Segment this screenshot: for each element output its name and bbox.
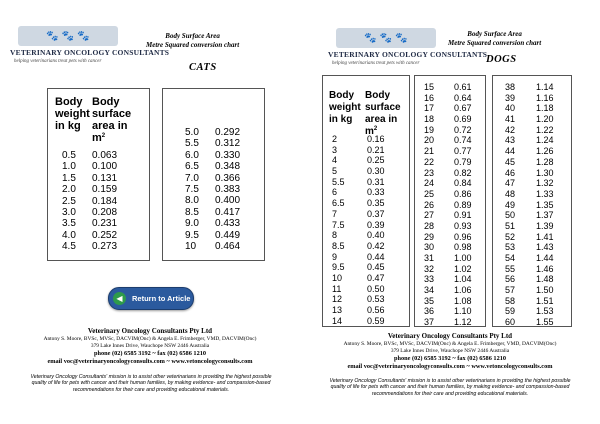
weight-cell: 52 — [505, 231, 516, 242]
area-cell: 0.31 — [367, 176, 385, 187]
area-column — [215, 127, 240, 252]
footer-people: Antony S. Moore, BVSc, MVSc, DACVIM(Onc) & Angela E. Frimberger, VMD, DACVIM(Onc) — [343, 341, 557, 347]
weight-cell: 2 — [332, 134, 338, 144]
weight-cell: 30 — [424, 242, 435, 253]
weight-cell: 20 — [424, 135, 435, 146]
weight-cell: 9.5 — [185, 229, 199, 241]
dogs-table-1 — [322, 75, 410, 327]
area-cell: 1.51 — [536, 295, 554, 306]
weight-cell: 5.0 — [185, 127, 199, 138]
species-title: CATS — [189, 62, 217, 73]
area-cell: 0.231 — [92, 218, 118, 230]
dogs-table-3 — [492, 75, 572, 327]
brand-name: VETERINARY ONCOLOGY CONSULTANTS — [10, 48, 170, 57]
species-title: DOGS — [486, 54, 517, 65]
area-cell: 0.93 — [454, 220, 472, 231]
weight-cell: 10 — [332, 272, 343, 283]
weight-cell: 27 — [424, 210, 435, 221]
weight-cell: 4.0 — [62, 229, 76, 241]
area-cell: 0.063 — [92, 150, 118, 161]
weight-column-header: Body weight in kg — [329, 90, 361, 125]
area-cell: 1.12 — [454, 317, 472, 328]
area-cell: 0.25 — [367, 155, 385, 166]
footer-address: 379 Lake Innes Drive, Wauchope NSW 2446 Australia — [390, 348, 510, 354]
footer-contact — [300, 332, 600, 371]
weight-cell: 56 — [505, 274, 516, 285]
weight-cell: 4.5 — [62, 241, 76, 253]
weight-cell: 33 — [424, 274, 435, 285]
area-cell: 1.43 — [536, 242, 554, 253]
area-cell: 0.312 — [215, 138, 241, 150]
weight-cell: 34 — [424, 285, 435, 296]
area-cell: 0.348 — [215, 161, 241, 173]
weight-cell: 15 — [424, 82, 435, 92]
area-column-header: Body surface area in $m^2$ — [365, 90, 401, 137]
area-cell: 0.30 — [367, 166, 385, 177]
area-cell: 0.131 — [92, 172, 118, 184]
area-cell: 0.252 — [92, 229, 118, 241]
area-column — [454, 82, 472, 328]
weight-cell: 40 — [505, 103, 516, 114]
area-cell: 0.39 — [367, 219, 385, 230]
area-cell: 0.184 — [92, 195, 118, 207]
weight-cell: 12 — [332, 294, 343, 305]
weight-cell: 46 — [505, 167, 516, 178]
weight-cell: 6 — [332, 187, 338, 198]
area-cell: 0.86 — [454, 188, 472, 199]
button-label: Return to Article — [132, 294, 191, 303]
area-cell: 0.464 — [215, 240, 241, 252]
brand-logo — [328, 28, 488, 72]
area-cell: 0.53 — [367, 294, 385, 305]
weight-cell: 37 — [424, 317, 435, 328]
weight-column — [424, 82, 434, 328]
area-cell: 0.33 — [367, 187, 385, 198]
weight-cell: 0.5 — [62, 150, 76, 161]
area-cell: 1.53 — [536, 306, 554, 317]
weight-cell: 10 — [185, 240, 197, 252]
weight-cell: 11 — [332, 283, 342, 294]
area-column — [536, 82, 554, 328]
area-cell: 1.41 — [536, 231, 554, 242]
area-cell: 0.72 — [454, 124, 472, 135]
weight-cell: 54 — [505, 253, 516, 263]
weight-cell: 26 — [424, 199, 435, 210]
weight-cell: 32 — [424, 263, 435, 274]
area-cell: 0.84 — [454, 178, 472, 189]
weight-cell: 7 — [332, 208, 338, 219]
weight-cell: 25 — [424, 188, 435, 199]
area-cell: 0.79 — [454, 156, 472, 167]
weight-cell: 59 — [505, 306, 516, 317]
weight-cell: 7.5 — [332, 219, 345, 230]
weight-cell: 18 — [424, 114, 435, 125]
weight-cell: 17 — [424, 103, 435, 114]
weight-cell: 6.0 — [185, 149, 199, 161]
area-cell: 0.44 — [367, 251, 385, 262]
weight-cell: 8.0 — [185, 195, 199, 207]
area-cell: 1.48 — [536, 274, 554, 285]
area-cell: 0.45 — [367, 262, 385, 273]
area-column-header: Body surface area in $m^2$ — [92, 96, 132, 144]
weight-cell: 6.5 — [332, 198, 345, 209]
footer-phone: phone (02) 6585 3192 ~ fax (02) 6586 1210 — [93, 350, 207, 357]
header-line-1: Body Surface Area — [165, 32, 220, 40]
area-cell: 1.20 — [536, 114, 554, 125]
weight-cell: 5.5 — [332, 176, 345, 187]
brand-tagline: helping veterinarians treat pets with cancer — [14, 59, 102, 64]
weight-cell: 47 — [505, 178, 516, 189]
weight-cell: 1.0 — [62, 161, 76, 173]
weight-cell: 9.0 — [185, 218, 199, 230]
weight-column — [185, 127, 199, 252]
area-cell: 0.98 — [454, 242, 472, 253]
footer-email: email voc@veterinaryoncologyconsults.com ~ www.vetoncologyconsults.com — [47, 358, 253, 365]
weight-cell: 28 — [424, 220, 435, 231]
return-to-article-button[interactable] — [108, 287, 194, 310]
dogs-table-2 — [414, 75, 486, 327]
weight-cell: 49 — [505, 199, 516, 210]
area-cell: 1.39 — [536, 220, 554, 231]
area-cell: 0.292 — [215, 127, 241, 138]
weight-cell: 31 — [424, 253, 435, 263]
area-column — [92, 150, 117, 253]
area-cell: 0.433 — [215, 218, 241, 230]
footer-contact — [0, 327, 300, 366]
weight-cell: 23 — [424, 167, 435, 178]
dogs-page — [300, 0, 600, 424]
weight-cell: 4 — [332, 155, 338, 166]
area-cell: 0.208 — [92, 206, 118, 218]
area-cell: 0.77 — [454, 146, 472, 157]
weight-column-header: Body weight in kg — [55, 96, 90, 132]
company-name: Veterinary Oncology Consultants Pty Ltd — [387, 332, 513, 340]
area-cell: 1.06 — [454, 285, 472, 296]
weight-cell: 5 — [332, 166, 338, 177]
area-cell: 1.08 — [454, 295, 472, 306]
area-cell: 0.449 — [215, 229, 241, 241]
weight-cell: 8.5 — [332, 240, 345, 251]
chart-header — [146, 32, 239, 50]
area-cell: 0.69 — [454, 114, 472, 125]
area-cell: 0.100 — [92, 161, 118, 173]
weight-cell: 13 — [332, 305, 343, 315]
weight-cell: 7.5 — [185, 183, 199, 195]
weight-cell: 55 — [505, 263, 516, 274]
weight-cell: 41 — [505, 114, 516, 125]
weight-cell: 9 — [332, 251, 338, 262]
area-cell: 1.55 — [536, 317, 554, 328]
paw-print-icon: 🐾 🐾 🐾 — [18, 26, 118, 46]
area-cell: 0.64 — [454, 92, 472, 103]
area-cell: 0.366 — [215, 172, 241, 184]
header-line-2: Metre Squared conversion chart — [146, 41, 240, 49]
weight-cell: 50 — [505, 210, 516, 221]
area-cell: 0.42 — [367, 240, 385, 251]
weight-cell: 51 — [505, 220, 516, 231]
weight-cell: 42 — [505, 124, 516, 135]
area-cell: 0.74 — [454, 135, 472, 146]
area-cell: 0.159 — [92, 184, 118, 196]
weight-cell: 60 — [505, 317, 516, 328]
weight-cell: 35 — [424, 295, 435, 306]
weight-cell: 21 — [424, 146, 435, 157]
area-cell: 1.22 — [536, 124, 554, 135]
area-cell: 1.33 — [536, 188, 554, 199]
weight-cell: 24 — [424, 178, 435, 189]
area-cell: 1.26 — [536, 146, 554, 157]
paw-print-icon: 🐾 🐾 🐾 — [336, 28, 436, 48]
area-cell: 1.50 — [536, 285, 554, 296]
area-cell: 1.00 — [454, 253, 472, 263]
area-cell: 1.18 — [536, 103, 554, 114]
area-cell: 0.59 — [367, 315, 385, 326]
weight-cell: 6.5 — [185, 161, 199, 173]
weight-cell: 8.5 — [185, 206, 199, 218]
area-cell: 0.330 — [215, 149, 241, 161]
weight-cell: 36 — [424, 306, 435, 317]
weight-cell: 45 — [505, 156, 516, 167]
weight-cell: 3 — [332, 144, 338, 155]
area-cell: 1.16 — [536, 92, 554, 103]
area-cell: 0.273 — [92, 241, 118, 253]
area-cell: 0.91 — [454, 210, 472, 221]
area-cell: 1.30 — [536, 167, 554, 178]
area-cell: 0.16 — [367, 134, 385, 144]
area-cell: 1.32 — [536, 178, 554, 189]
area-cell: 0.56 — [367, 305, 385, 315]
weight-cell: 14 — [332, 315, 343, 326]
area-cell: 0.383 — [215, 183, 241, 195]
area-cell: 1.24 — [536, 135, 554, 146]
brand-name: VETERINARY ONCOLOGY CONSULTANTS — [328, 50, 488, 59]
weight-cell: 1.5 — [62, 172, 76, 184]
area-cell: 1.44 — [536, 253, 554, 263]
area-cell: 0.40 — [367, 230, 385, 241]
header-line-1: Body Surface Area — [467, 30, 522, 38]
area-column — [367, 134, 385, 326]
area-cell: 1.28 — [536, 156, 554, 167]
footer-people: Antony S. Moore, BVSc, MVSc, DACVIM(Onc) & Angela E. Frimberger, VMD, DACVIM(Onc) — [43, 336, 257, 342]
weight-cell: 7.0 — [185, 172, 199, 184]
area-cell: 1.37 — [536, 210, 554, 221]
weight-cell: 8 — [332, 230, 338, 241]
area-cell: 0.96 — [454, 231, 472, 242]
cats-table-2 — [162, 88, 265, 261]
area-cell: 0.89 — [454, 199, 472, 210]
weight-cell: 9.5 — [332, 262, 345, 273]
chart-header — [448, 30, 541, 48]
weight-cell: 39 — [505, 92, 516, 103]
area-cell: 1.35 — [536, 199, 554, 210]
company-name: Veterinary Oncology Consultants Pty Ltd — [87, 327, 213, 335]
weight-cell: 5.5 — [185, 138, 199, 150]
area-cell: 1.14 — [536, 82, 554, 92]
weight-column — [62, 150, 76, 253]
footer-email: email voc@veterinaryoncologyconsults.com ~ www.vetoncologyconsults.com — [347, 363, 553, 370]
area-cell: 1.46 — [536, 263, 554, 274]
weight-cell: 3.5 — [62, 218, 76, 230]
area-cell: 0.61 — [454, 82, 472, 92]
weight-cell: 3.0 — [62, 206, 76, 218]
area-cell: 0.67 — [454, 103, 472, 114]
weight-cell: 19 — [424, 124, 435, 135]
weight-cell: 43 — [505, 135, 516, 146]
area-cell: 0.21 — [367, 144, 385, 155]
mission-statement: Veterinary Oncology Consultants' mission is to assist other veterinarians in providing the highest possible quality of life for pets with cancer and their human families, by making evidence- and compassion-based recommendations for their care and providing educational materials. — [30, 374, 272, 393]
header-line-2: Metre Squared conversion chart — [448, 39, 542, 47]
weight-cell: 2.5 — [62, 195, 76, 207]
weight-cell: 44 — [505, 146, 516, 157]
left-arrow-icon: ◀ — [113, 292, 126, 305]
area-cell: 1.02 — [454, 263, 472, 274]
area-cell: 0.47 — [367, 272, 385, 283]
mission-statement: Veterinary Oncology Consultants' mission is to assist other veterinarians in providing the highest possible quality of life for pets with cancer and their human families, by making evidence- and compassion-based recommendations for their care and providing educational materials. — [329, 378, 571, 397]
cats-table-1 — [47, 88, 150, 261]
area-cell: 0.50 — [367, 283, 385, 294]
area-cell: 1.10 — [454, 306, 472, 317]
weight-cell: 53 — [505, 242, 516, 253]
weight-cell: 22 — [424, 156, 435, 167]
weight-cell: 16 — [424, 92, 435, 103]
weight-cell: 29 — [424, 231, 435, 242]
footer-address: 379 Lake Innes Drive, Wauchope NSW 2446 Australia — [90, 343, 210, 349]
area-cell: 0.35 — [367, 198, 385, 209]
area-cell: 0.400 — [215, 195, 241, 207]
weight-cell: 58 — [505, 295, 516, 306]
area-cell: 0.82 — [454, 167, 472, 178]
brand-tagline: helping veterinarians treat pets with cancer — [332, 61, 420, 66]
weight-cell: 57 — [505, 285, 516, 296]
weight-column — [332, 134, 345, 326]
weight-cell: 2.0 — [62, 184, 76, 196]
area-cell: 0.37 — [367, 208, 385, 219]
weight-cell: 48 — [505, 188, 516, 199]
area-cell: 0.417 — [215, 206, 241, 218]
brand-logo — [10, 26, 170, 70]
weight-column — [505, 82, 515, 328]
weight-cell: 38 — [505, 82, 516, 92]
area-cell: 1.04 — [454, 274, 472, 285]
footer-phone: phone (02) 6585 3192 ~ fax (02) 6586 1210 — [393, 355, 507, 362]
